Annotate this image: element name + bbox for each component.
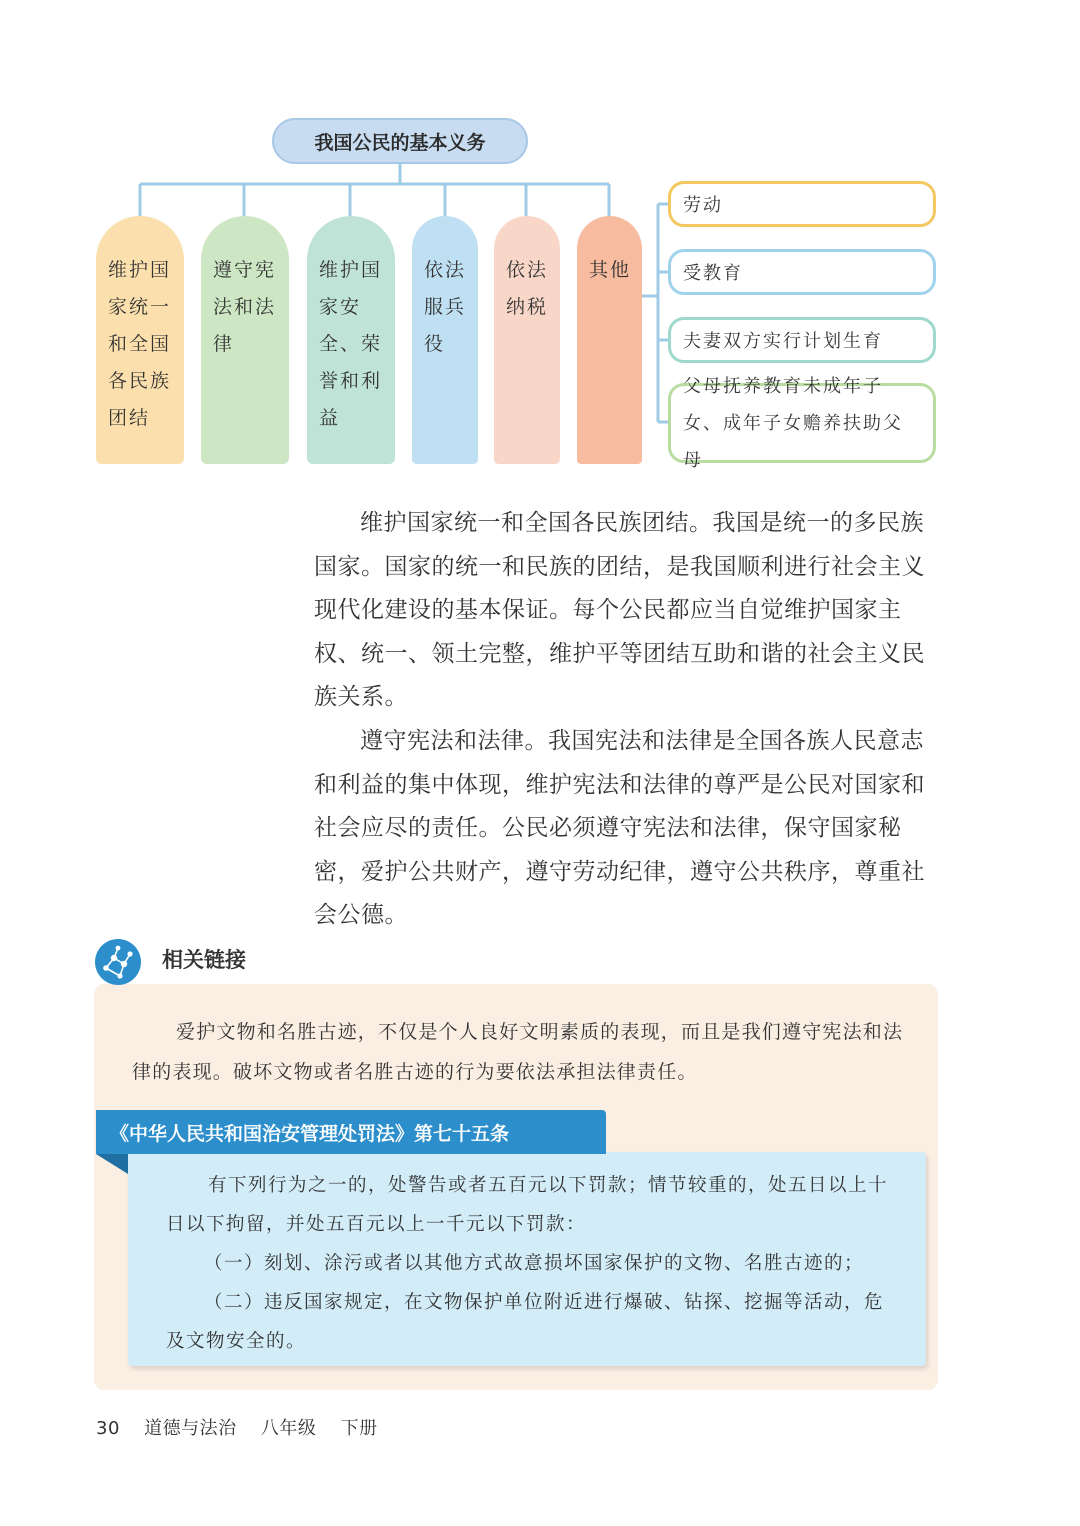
book-title: 道德与法治 [144, 1418, 237, 1439]
grade-label: 八年级 [260, 1418, 317, 1439]
page-number: 30 [96, 1418, 120, 1439]
other-item-family-planning: 夫妻双方实行计划生育 [668, 317, 936, 363]
related-link-title: 相关链接 [162, 948, 246, 972]
diagram-title: 我国公民的基本义务 [272, 118, 528, 164]
duty-column-unity: 维护国家统一和全国各民族团结 [96, 216, 184, 464]
duty-column-military: 依法服兵役 [412, 216, 478, 464]
related-link-text: 爱护文物和名胜古迹，不仅是个人良好文明素质的表现，而且是我们遵守宪法和法律的表现。破坏文物或者名胜古迹的行为要依法承担法律责任。 [132, 1021, 904, 1083]
other-item-labor: 劳动 [668, 181, 936, 227]
law-item-2: （二）违反国家规定，在文物保护单位附近进行爆破、钻探、挖掘等活动，危及文物安全的。 [166, 1292, 885, 1352]
duty-column-security: 维护国家安全、荣誉和利益 [307, 216, 395, 464]
law-title-tab: 《中华人民共和国治安管理处罚法》第七十五条 [96, 1110, 606, 1154]
duty-column-tax: 依法纳税 [494, 216, 560, 464]
body-paragraph-unity: 维护国家统一和全国各民族团结。我国是统一的多民族国家。国家的统一和民族的团结，是我国顺利进行社会主义现代化建设的基本保证。每个公民都应当自觉维护国家主权、统一、领土完整，维护平等团结互助和谐的社会主义民族关系。 [314, 510, 925, 711]
law-intro: 有下列行为之一的，处警告或者五百元以下罚款；情节较重的，处五日以上十日以下拘留，并处五百元以上一千元以下罚款： [166, 1175, 889, 1235]
law-text [166, 1166, 902, 1361]
page-footer [96, 1414, 396, 1440]
volume-label: 下册 [340, 1418, 378, 1439]
body-paragraph-law: 遵守宪法和法律。我国宪法和法律是全国各族人民意志和利益的集中体现，维护宪法和法律的尊严是公民对国家和社会应尽的责任。公民必须遵守宪法和法律，保守国家秘密，爱护公共财产，遵守劳动纪律，遵守公共秩序，尊重社会公德。 [314, 728, 925, 929]
law-item-1: （一）刻划、涂污或者以其他方式故意损坏国家保护的文物、名胜古迹的； [204, 1253, 865, 1274]
duty-column-law: 遵守宪法和法律 [201, 216, 289, 464]
network-icon [94, 938, 142, 986]
other-item-education: 受教育 [668, 249, 936, 295]
law-tab-fold [96, 1154, 130, 1176]
duty-column-other: 其他 [577, 216, 642, 464]
other-item-parents-children: 父母抚养教育未成年子女、成年子女赡养扶助父母 [668, 383, 936, 463]
